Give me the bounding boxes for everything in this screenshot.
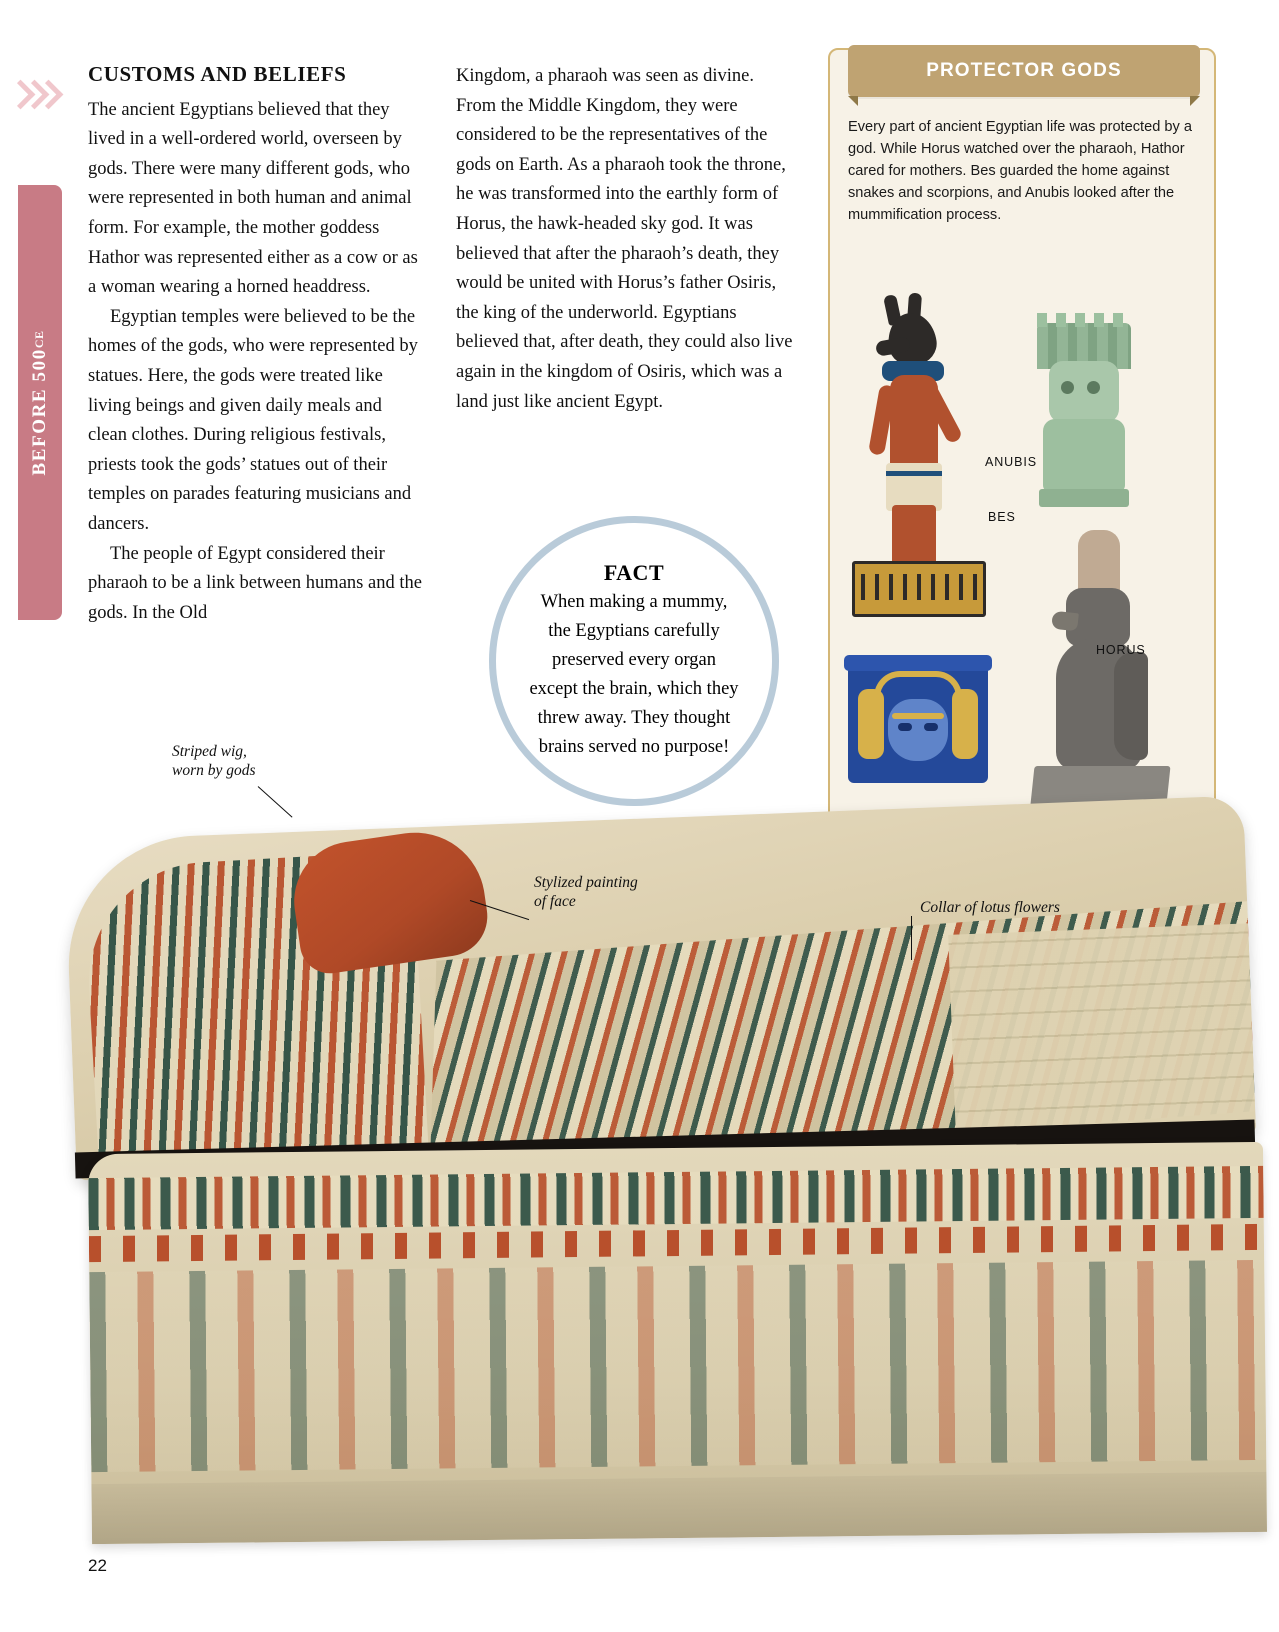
paragraph: Egyptian temples were believed to be the homes of the gods, who were represented by statues. Here, the gods were treated like living beings and given daily meals and clean clothes. During religious festivals, priests took the gods’ statues out of their temples on parades featuring musicians and dancers. <box>88 306 418 534</box>
base-dot-band <box>89 1224 1264 1262</box>
horus-crown-icon <box>1078 530 1120 596</box>
annotation-line: worn by gods <box>172 762 256 779</box>
hathor-wig-icon <box>858 689 884 759</box>
bes-head-icon <box>1049 361 1119 423</box>
anubis-kilt-icon <box>886 463 942 511</box>
anubis-statue-image <box>852 313 980 633</box>
annotation-line: Stylized painting <box>534 874 638 891</box>
page-title: CUSTOMS AND BELIEFS <box>88 62 347 86</box>
bes-statue-image <box>1025 323 1143 523</box>
hieroglyph-panel <box>948 923 1255 1134</box>
panel-header <box>848 45 1200 97</box>
hathor-face-icon <box>888 699 948 761</box>
panel-body-text: Every part of ancient Egyptian life was protected by a god. While Horus watched over the pharaoh, Hathor cared for mothers. Bes guarded the home against snakes and scorpions, and Anubis looked after the mummification process. <box>848 119 1192 223</box>
bes-body-icon <box>1043 419 1125 493</box>
body-column-1 <box>88 60 424 628</box>
era-label-text: BEFORE 500 <box>29 347 50 476</box>
annotation-line: Collar of lotus flowers <box>920 899 1060 916</box>
fact-title: FACT <box>603 560 665 585</box>
base-figure-frieze <box>89 1260 1266 1472</box>
hathor-wig-icon <box>952 689 978 759</box>
body-column-2 <box>456 62 796 417</box>
paragraph: The people of Egypt considered their pharaoh to be a link between humans and the gods. In the Old <box>88 543 422 623</box>
fact-body: When making a mummy, the Egyptians carefully preserved every organ except the brain, which they threw away. They thought brains served no purpose! <box>529 592 739 757</box>
bes-eye-icon <box>1061 381 1074 394</box>
panel-title: PROTECTOR GODS <box>926 60 1122 81</box>
annotation-stylized-face <box>534 873 714 911</box>
bes-eye-icon <box>1087 381 1100 394</box>
hathor-lid-icon <box>844 655 992 671</box>
chevron-decoration <box>8 72 52 120</box>
annotation-lotus-collar <box>920 898 1130 917</box>
annotation-striped-wig <box>172 742 332 780</box>
fact-callout <box>489 516 779 806</box>
hathor-brow-icon <box>892 713 944 719</box>
horus-statue-image <box>1026 530 1174 830</box>
figure-caption-horus: HORUS <box>1096 643 1146 657</box>
paragraph: Kingdom, a pharaoh was seen as divine. From the Middle Kingdom, they were considered to be the representatives of the gods on Earth. As a pharaoh took the throne, he was transformed into the earthly form of Horus, the hawk-headed sky god. It was believed that after the pharaoh’s death, they would be united with Horus’s father Osiris, the king of the underworld. Egyptians believed that, after death, they could also live again in the kingdom of Osiris, which was a land just like ancient Egypt. <box>456 66 793 412</box>
hathor-eye-icon <box>898 723 912 731</box>
annotation-leader-line <box>258 786 293 818</box>
annotation-leader-line <box>911 916 912 960</box>
hathor-horns-icon <box>874 671 962 697</box>
annotation-line: of face <box>534 893 576 910</box>
annotation-line: Striped wig, <box>172 743 247 760</box>
figure-caption-anubis: ANUBIS <box>985 455 1037 469</box>
era-label-suffix: CE <box>32 329 46 348</box>
sarcophagus-lid <box>64 795 1256 1180</box>
figure-caption-bes: BES <box>988 510 1016 524</box>
era-side-tab-label <box>29 330 51 475</box>
horus-wing-icon <box>1114 652 1148 760</box>
page-number: 22 <box>88 1556 107 1575</box>
era-side-tab <box>18 185 62 620</box>
anubis-legs-icon <box>892 505 936 567</box>
sarcophagus-photo <box>0 818 1279 1538</box>
panel-figure-group <box>830 265 1214 835</box>
painted-face <box>286 823 492 977</box>
base-shadow <box>91 1472 1267 1544</box>
protector-gods-panel <box>828 48 1216 838</box>
bes-pedestal-icon <box>1039 489 1129 507</box>
base-decorative-band <box>88 1166 1263 1230</box>
paragraph: The ancient Egyptians believed that they lived in a well-ordered world, overseen by gods. There were many different gods, who were represented in both human and animal form. For example, the mother goddess Hathor was represented either as a cow or as a woman wearing a horned headdress. <box>88 99 418 298</box>
sarcophagus-base <box>88 1142 1267 1544</box>
horus-beak-icon <box>1051 611 1079 632</box>
hathor-vessel-image <box>848 655 988 795</box>
hathor-eye-icon <box>924 723 938 731</box>
anubis-pedestal-icon <box>852 561 986 617</box>
